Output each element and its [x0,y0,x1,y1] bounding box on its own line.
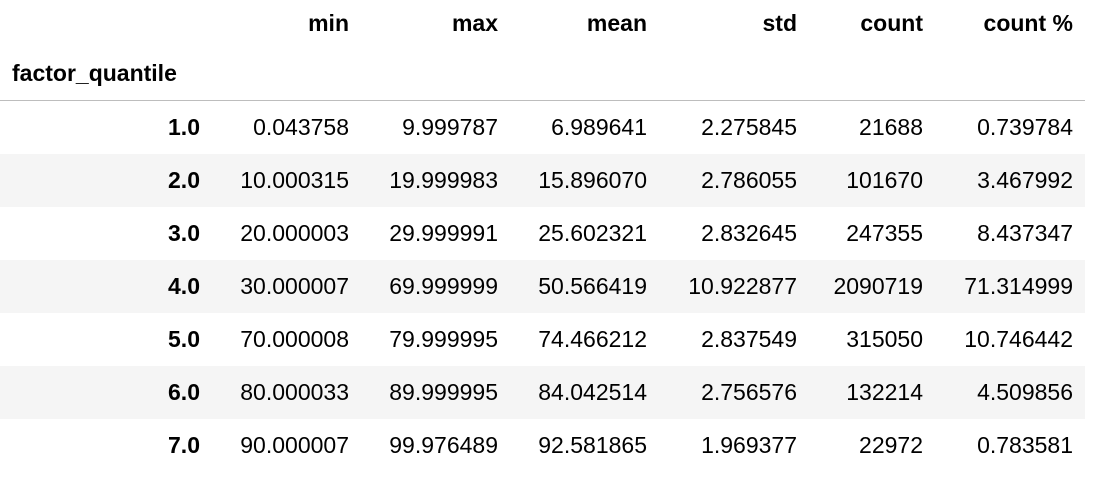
cell-count-pct: 4.509856 [977,378,1073,405]
column-header-count: count [860,9,923,36]
row-index: 4.0 [168,272,200,299]
cell-max: 89.999995 [389,378,498,405]
cell-min: 30.000007 [240,272,349,299]
cell-count: 2090719 [833,272,923,299]
row-index: 1.0 [168,113,200,140]
column-header-row [0,0,1085,46]
table-row [0,366,1085,419]
column-header-min: min [308,9,349,36]
cell-count-pct: 8.437347 [977,219,1073,246]
cell-mean: 50.566419 [538,272,647,299]
cell-max: 79.999995 [389,325,498,352]
cell-min: 70.000008 [240,325,349,352]
cell-mean: 25.602321 [538,219,647,246]
cell-count: 315050 [846,325,923,352]
cell-count-pct: 3.467992 [977,166,1073,193]
cell-std: 2.756576 [701,378,797,405]
cell-count-pct: 10.746442 [964,325,1073,352]
cell-min: 10.000315 [240,166,349,193]
cell-min: 80.000033 [240,378,349,405]
cell-max: 99.976489 [389,431,498,458]
cell-max: 69.999999 [389,272,498,299]
table-row [0,207,1085,260]
cell-count: 132214 [846,378,923,405]
cell-count-pct: 0.783581 [977,431,1073,458]
row-index: 5.0 [168,325,200,352]
table-row [0,101,1085,154]
index-name-label: factor_quantile [0,46,212,101]
cell-mean: 74.466212 [538,325,647,352]
row-index: 6.0 [168,378,200,405]
cell-count: 247355 [846,219,923,246]
row-index: 7.0 [168,431,200,458]
cell-max: 29.999991 [389,219,498,246]
cell-min: 0.043758 [253,113,349,140]
cell-count: 21688 [859,113,923,140]
cell-count-pct: 71.314999 [964,272,1073,299]
cell-min: 90.000007 [240,431,349,458]
row-index: 3.0 [168,219,200,246]
cell-std: 2.786055 [701,166,797,193]
table-row [0,313,1085,366]
index-name-row [0,46,1085,101]
cell-mean: 92.581865 [538,431,647,458]
column-header-max: max [451,9,498,36]
cell-max: 9.999787 [402,113,498,140]
cell-mean: 84.042514 [538,378,647,405]
cell-count-pct: 0.739784 [977,113,1073,140]
cell-mean: 6.989641 [551,113,647,140]
cell-mean: 15.896070 [538,166,647,193]
column-header-mean: mean [586,9,647,36]
cell-count: 101670 [846,166,923,193]
cell-count: 22972 [859,431,923,458]
table-row [0,260,1085,313]
cell-std: 2.275845 [701,113,797,140]
cell-std: 2.832645 [701,219,797,246]
column-header-count-pct: count % [983,9,1073,36]
row-index: 2.0 [168,166,200,193]
index-header-blank [0,0,212,46]
cell-std: 1.969377 [701,431,797,458]
cell-std: 10.922877 [688,272,797,299]
cell-std: 2.837549 [701,325,797,352]
table-row [0,154,1085,207]
column-header-std: std [762,9,797,36]
cell-min: 20.000003 [240,219,349,246]
table-row [0,419,1085,472]
cell-max: 19.999983 [389,166,498,193]
